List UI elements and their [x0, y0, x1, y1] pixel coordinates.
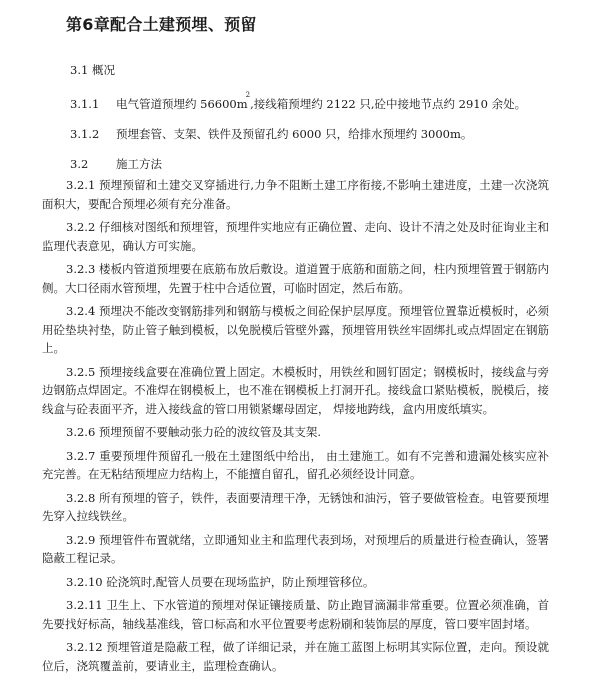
item-3-1-1-number: 3.1.1 — [70, 97, 100, 111]
section-3-2-heading — [70, 156, 549, 172]
chapter-title: 第6章配合土建预埋、预留 — [66, 15, 257, 34]
paragraph-3-2-6: 3.2.6 预埋预留不要触动张力砼的波纹管及其支架. — [66, 425, 322, 439]
paragraph-3-2-5: 3.2.5 预埋接线盒要在准确位置上固定。木模板时，用铁丝和圆钉固定；钢模板时，接线盒与旁边钢筋点焊固定。不准焊在钢模板上，也不准在钢模板上打洞开孔。接线盒口紧贴模板，脱模后，接线盒与砼表面平齐，进入接线盒的管口用锁紧螺母固定， 焊接地跨线，盒内用废纸填实。 — [42, 364, 549, 416]
item-3-1-1-superscript: 2 — [245, 91, 251, 99]
paragraph-3-2-8: 3.2.8 所有预埋的管子，铁件，表面要清理干净，无锈蚀和油污，管子要做管检查。电管要预埋先穿入拉线铁丝。 — [42, 490, 549, 523]
section-3-1-heading: 3.1 概况 — [70, 63, 115, 77]
paragraph-3-2-3: 3.2.3 楼板内管道预埋要在底筋布放后敷设。道道置于底筋和面筋之间，柱内预埋管置于钢筋内侧。大口径雨水管预埋，先置于柱中合适位置，可临时固定，然后布筋。 — [42, 262, 549, 295]
item-3-1-1 — [70, 91, 549, 112]
item-3-1-2-text: 预埋套管、支架、铁件及预留孔约 6000 只，给排水预埋约 3000m。 — [116, 127, 473, 141]
item-3-1-2 — [70, 126, 549, 142]
paragraph-3-2-12: 3.2.12 预埋管道是隐蔽工程，做了详细记录，并在施工蓝图上标明其实际位置，走向。预设就位后，浇筑覆盖前，要请业主，监理检查确认。 — [42, 640, 549, 673]
paragraph-3-2-4: 3.2.4 预埋决不能改变钢筋排列和钢筋与模板之间砼保护层厚度。预埋管位置靠近模板时，必须用砼垫块衬垫，防止管子触到模板，以免脱模后管壁外露，预埋管用铁丝牢固绑扎或点焊固定在钢筋上。 — [42, 304, 549, 355]
paragraph-3-2-9: 3.2.9 预埋管件布置就绪，立即通知业主和监理代表到场，对预埋后的质量进行检查确认，签署隐蔽工程记录。 — [42, 532, 549, 565]
paragraph-3-2-11: 3.2.11 卫生上、下水管道的预埋对保证镶接质量、防止跑冒滴漏非常重要。位置必须准确，首先要找好标高，轴线基准线，管口标高和水平位置要考虑粉刷和装饰层的厚度，管口要牢固封堵。 — [42, 598, 549, 631]
paragraph-3-2-1: 3.2.1 预埋预留和土建交叉穿插进行,力争不阻断土建工序衔接,不影响土建进度，土建一次浇筑面积大，要配合预埋必须有充分准备。 — [42, 178, 549, 211]
section-3-2-title: 施工方法 — [116, 157, 162, 171]
section-3-2-number: 3.2 — [70, 157, 89, 171]
paragraph-3-2-2: 3.2.2 仔细核对图纸和预埋管，预埋件实地应有正确位置、走向、设计不清之处及时征询业主和监理代表意见，确认方可实施。 — [42, 220, 549, 253]
paragraph-3-2-7: 3.2.7 重要预埋件预留孔一般在土建图纸中给出， 由土建施工。如有不完善和遗漏处核实应补充完善。在无粘结预埋应力结构上，不能擅自留孔，留孔必须经设计同意。 — [42, 448, 549, 481]
item-3-1-1-text-b: ,接线箱预埋约 2122 只,砼中接地节点约 2910 余处。 — [250, 97, 527, 111]
paragraph-3-2-10: 3.2.10 砼浇筑时,配管人员要在现场监护，防止预埋管移位。 — [66, 574, 375, 589]
item-3-1-1-text-a: 电气管道预埋约 56600m — [116, 97, 248, 111]
item-3-1-2-number: 3.1.2 — [70, 127, 100, 141]
